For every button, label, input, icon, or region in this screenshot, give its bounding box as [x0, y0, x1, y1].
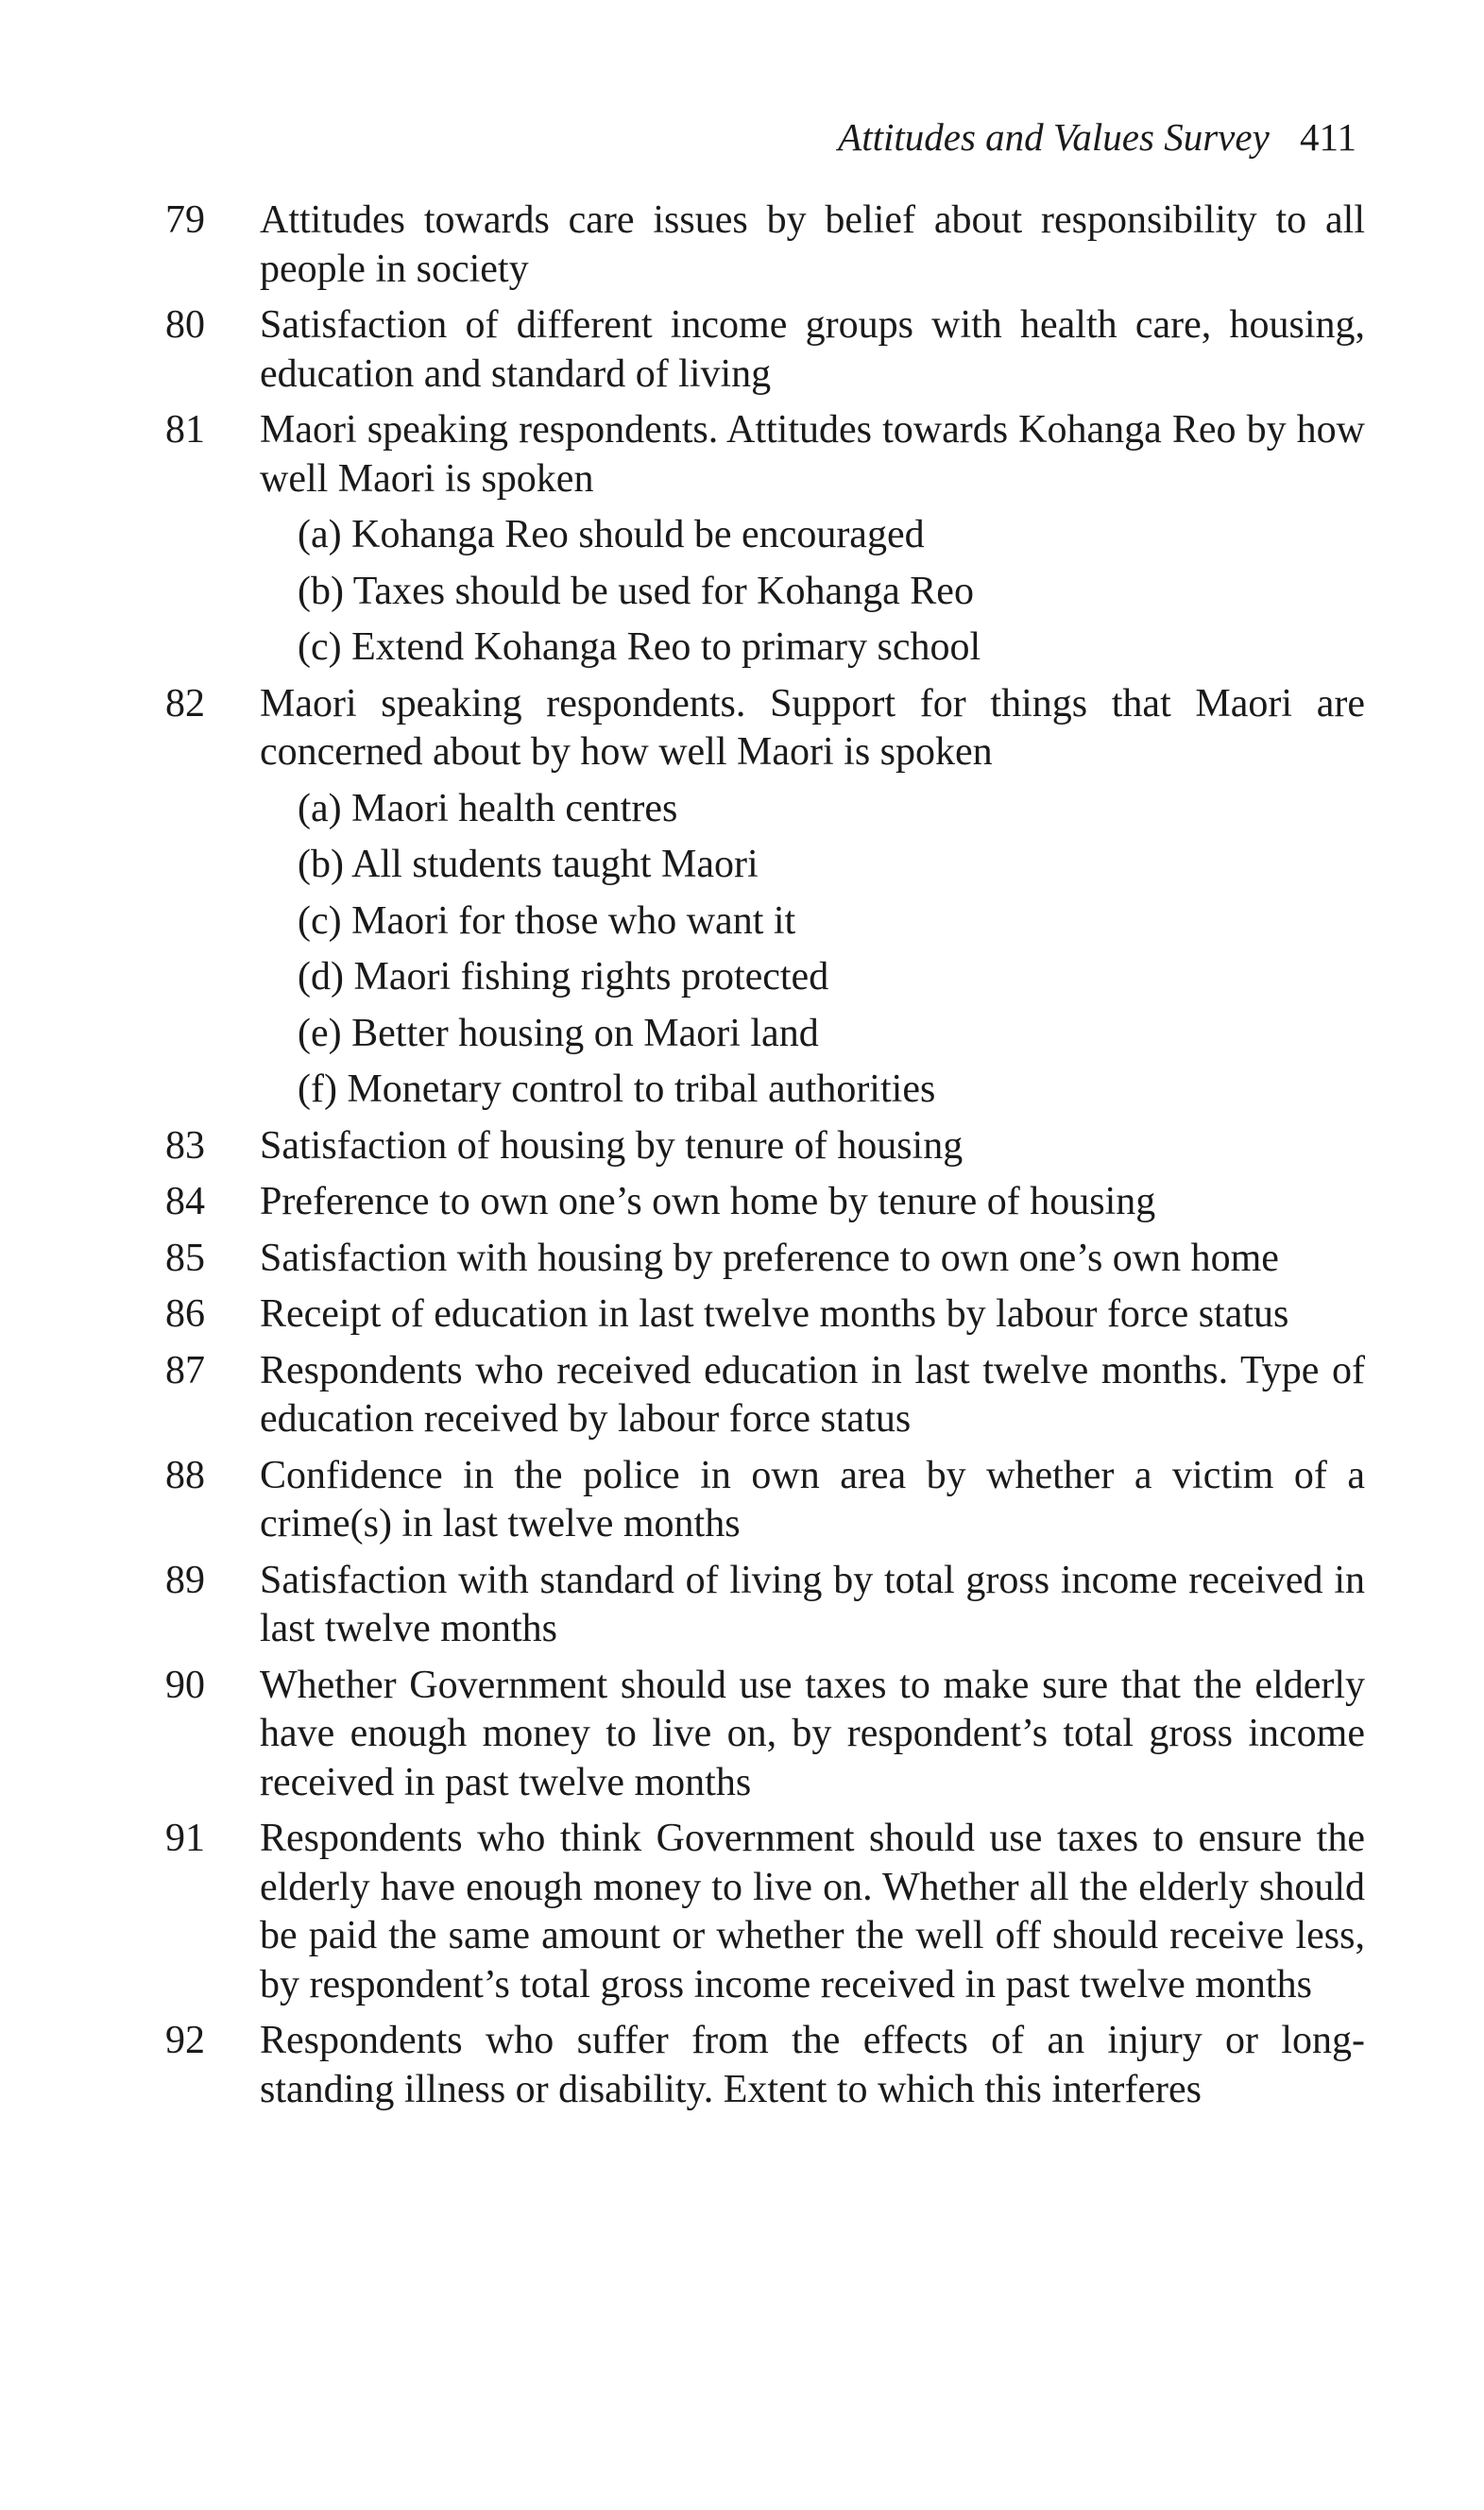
table-title: Attitudes towards care issues by belief about responsibility to all people in society	[260, 198, 1365, 291]
table-entry	[165, 1347, 1365, 1444]
table-title: Maori speaking respondents. Attitudes towards Kohanga Reo by how well Maori is spoken	[260, 408, 1365, 501]
sub-item: (c) Extend Kohanga Reo to primary school	[298, 625, 981, 669]
running-head-title: Attitudes and Values Survey	[838, 115, 1270, 159]
table-number: 90	[165, 1663, 205, 1707]
sub-item: (d) Maori fishing rights protected	[298, 955, 829, 999]
table-number: 85	[165, 1236, 205, 1280]
table-entry	[165, 680, 1365, 1115]
table-title: Satisfaction with housing by preference to own one’s own home	[260, 1236, 1279, 1280]
table-number: 80	[165, 303, 205, 347]
table-title: Maori speaking respondents. Support for things that Maori are concerned about by how well Maori is spoken	[260, 681, 1365, 774]
table-entry	[165, 196, 1365, 294]
table-entry	[165, 1178, 1365, 1227]
table-title: Preference to own one’s own home by tenure of housing	[260, 1180, 1156, 1223]
table-entry	[165, 1122, 1365, 1171]
table-entry	[165, 301, 1365, 399]
sub-item: (a) Kohanga Reo should be encouraged	[298, 513, 925, 556]
table-entry	[165, 1662, 1365, 1808]
table-title: Respondents who suffer from the effects of an injury or long-standing illness or disability. Extent to which this interferes	[260, 2019, 1365, 2111]
sub-item: (b) Taxes should be used for Kohanga Reo	[298, 569, 974, 613]
table-number: 82	[165, 681, 205, 726]
table-number: 88	[165, 1453, 205, 1497]
table-title: Satisfaction with standard of living by total gross income received in last twelve months	[260, 1558, 1365, 1650]
table-number: 83	[165, 1123, 205, 1168]
page-number: 411	[1300, 115, 1356, 159]
table-number: 79	[165, 198, 205, 242]
sub-item: (c) Maori for those who want it	[298, 898, 796, 943]
table-number: 84	[165, 1180, 205, 1223]
table-entry	[165, 2017, 1365, 2114]
table-list	[165, 196, 1365, 2114]
table-title: Satisfaction of housing by tenure of housing	[260, 1123, 964, 1168]
table-title: Respondents who received education in last twelve months. Type of education received by labour force status	[260, 1348, 1365, 1441]
sub-item: (a) Maori health centres	[298, 786, 678, 830]
table-number: 86	[165, 1292, 205, 1336]
sub-item-list	[260, 785, 1365, 1115]
table-title: Satisfaction of different income groups with health care, housing, education and standard of living	[260, 303, 1365, 396]
table-number: 92	[165, 2019, 205, 2062]
table-entry	[165, 1557, 1365, 1654]
sub-item-list	[260, 511, 1365, 673]
table-entry	[165, 1815, 1365, 2009]
table-title: Confidence in the police in own area by whether a victim of a crime(s) in last twelve months	[260, 1453, 1365, 1545]
table-number: 91	[165, 1817, 205, 1860]
table-number: 81	[165, 408, 205, 452]
sub-item: (e) Better housing on Maori land	[298, 1011, 819, 1055]
table-entry	[165, 1452, 1365, 1549]
table-number: 87	[165, 1348, 205, 1392]
sub-item: (b) All students taught Maori	[298, 843, 759, 886]
running-head	[838, 113, 1356, 161]
table-entry	[165, 406, 1365, 673]
sub-item: (f) Monetary control to tribal authorities	[298, 1067, 936, 1111]
table-title: Whether Government should use taxes to make sure that the elderly have enough money to live on, by respondent’s total gross income received in past twelve months	[260, 1663, 1365, 1804]
table-entry	[165, 1235, 1365, 1284]
table-entry	[165, 1290, 1365, 1340]
table-number: 89	[165, 1558, 205, 1602]
table-title: Receipt of education in last twelve months by labour force status	[260, 1292, 1289, 1336]
table-title: Respondents who think Government should use taxes to ensure the elderly have enough money to live on. Whether all the elderly should be paid the same amount or whether the well off should receive less, by respondent’s total gross income received in past twelve months	[260, 1817, 1365, 2006]
